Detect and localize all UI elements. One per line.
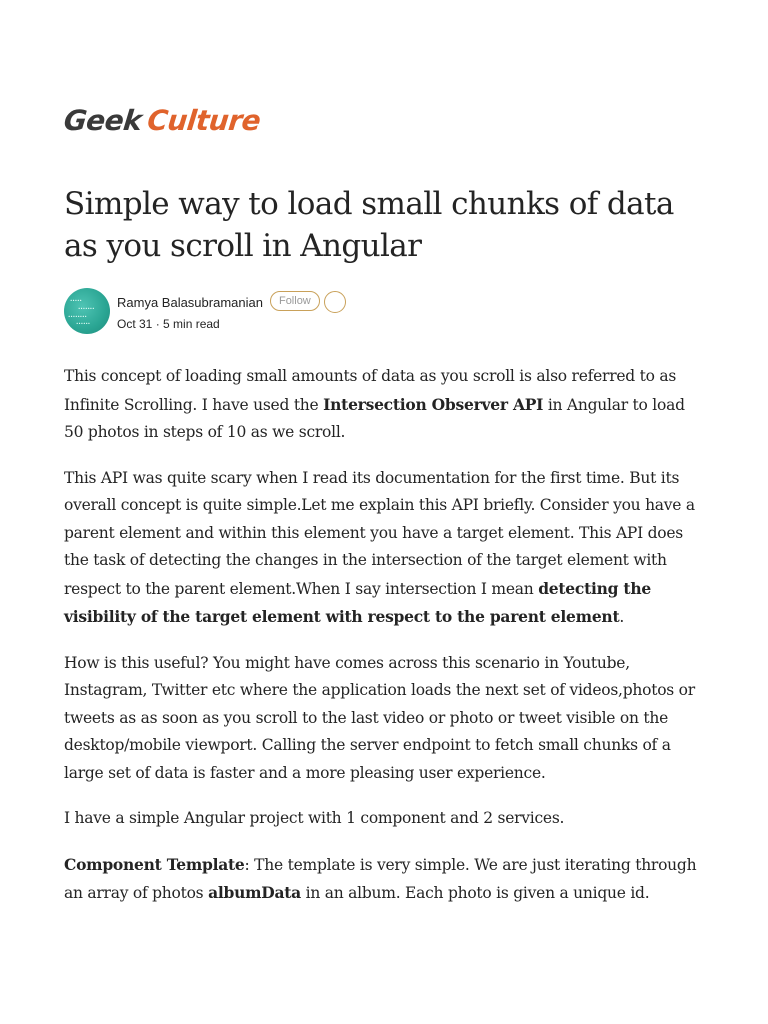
read-time: 5 min read [163,317,220,331]
subscribe-circle-icon[interactable] [324,291,346,313]
logo-part-geek: Geek [62,103,144,137]
p1-text-a: This concept of loading small amounts of data as you scroll is also referred to as Infinite Scrolling. I have used the [64,367,677,414]
p2-text-a: This API was quite scary when I read its documentation for the first time. But its overall concept is quite simple.Let me explain this API briefly. Consider you have a parent element and within this element you have a target element. This API does the task of detecting the changes in the intersection of the target element with respect to the parent element.When I say intersection I mean [64,468,695,598]
publish-date: Oct 31 [117,317,153,331]
p1-bold: Intersection Observer API [323,394,544,414]
article-body [64,363,704,926]
author-row [117,292,346,312]
p5-bold-c: albumData [208,883,301,902]
paragraph-3: How is this useful? You might have comes across this scenario in Youtube, Instagram, Twitter etc where the application loads the next set of videos,photos or tweets as as soon as you scroll to the last video or photo or tweet visible on the desktop/mobile viewport. Calling the server endpoint to fetch small chunks of a large set of data is faster and a more pleasing user experience. [64,653,695,782]
author-byline [64,288,346,338]
p1-text-c: in Angular to load 50 photos in steps of 10 as we scroll. [64,395,685,441]
follow-button[interactable]: Follow [270,291,320,311]
logo-part-culture: Culture [145,103,263,137]
article-title: Simple way to load small chunks of data as you scroll in Angular [64,186,674,264]
p5-text-d: in an album. Each photo is given a unique id. [300,884,650,902]
meta-separator: · [152,317,164,331]
article-meta [117,317,346,331]
paragraph-5 [64,851,704,908]
p5-bold-a: Component Template [64,854,245,874]
author-name[interactable]: Ramya Balasubramanian [117,294,263,310]
paragraph-2 [64,465,704,632]
paragraph-1 [64,363,704,447]
publication-logo[interactable] [62,100,263,140]
p2-text-c: . [619,608,625,626]
author-info [117,292,346,331]
paragraph-4: I have a simple Angular project with 1 component and 2 services. [64,809,565,827]
p5-text-b: : The template is very simple. We are just iterating through an array of photos [64,855,697,902]
author-avatar[interactable]: ••••• ••••••• •••••••• •••••• [64,288,110,334]
p2-bold: detecting the visibility of the target element with respect to the parent element [64,578,651,626]
